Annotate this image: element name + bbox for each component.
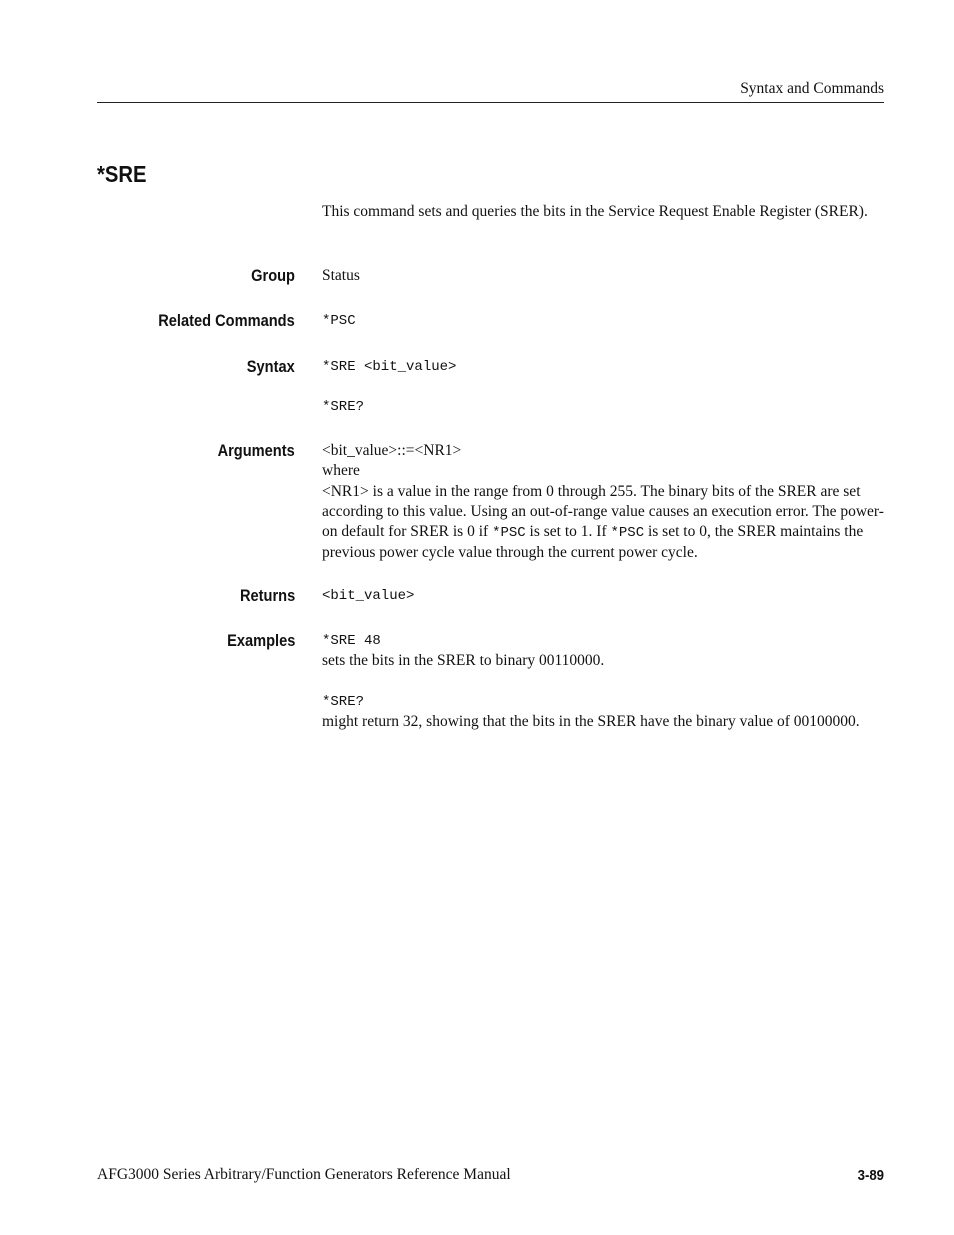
arguments-code-psc-2: *PSC (610, 525, 645, 542)
arguments-label: Arguments (217, 441, 295, 460)
command-title: *SRE (97, 161, 147, 187)
example-2-description: might return 32, showing that the bits in the SRER have the binary value of 00100000. (322, 713, 860, 730)
command-description: This command sets and queries the bits in the Service Request Enable Register (SRER). (322, 203, 868, 220)
syntax-query: *SRE? (322, 399, 365, 415)
arguments-desc-a: <NR1> is a value in the range from 0 through 255. The binary bits of the SRER are set according to this value. Using an out-of-range value causes an execution error. The power-on default for SRER is 0 if (322, 482, 884, 541)
examples-label: Examples (226, 631, 295, 650)
arguments-definition: <bit_value>::=<NR1> (322, 442, 462, 459)
group-label: Group (251, 266, 295, 285)
arguments-where: where (322, 462, 360, 480)
syntax-set: *SRE <bit_value> (322, 359, 457, 375)
page-number: 3-89 (857, 1167, 884, 1184)
example-1-description: sets the bits in the SRER to binary 00110000. (322, 652, 605, 669)
returns-label: Returns (239, 586, 295, 605)
arguments-code-psc-1: *PSC (492, 525, 526, 542)
example-1-code: *SRE 48 (322, 633, 381, 649)
arguments-desc-c: is set to 0, the SRER maintains the previous power cycle value through the current power cycle. (322, 523, 864, 562)
arguments-description (322, 482, 887, 564)
running-header: Syntax and Commands (740, 80, 884, 97)
group-value: Status (322, 267, 360, 284)
returns-value: <bit_value> (322, 588, 415, 604)
example-2-code: *SRE? (322, 694, 365, 710)
arguments-body (322, 441, 887, 564)
arguments-desc-b: is set to 1. If (525, 523, 611, 541)
related-commands-label: Related Commands (158, 311, 295, 330)
manual-title: AFG3000 Series Arbitrary/Function Generators Reference Manual (97, 1166, 511, 1183)
header-rule (97, 102, 884, 103)
syntax-label: Syntax (247, 357, 295, 376)
related-commands-value: *PSC (322, 313, 356, 329)
